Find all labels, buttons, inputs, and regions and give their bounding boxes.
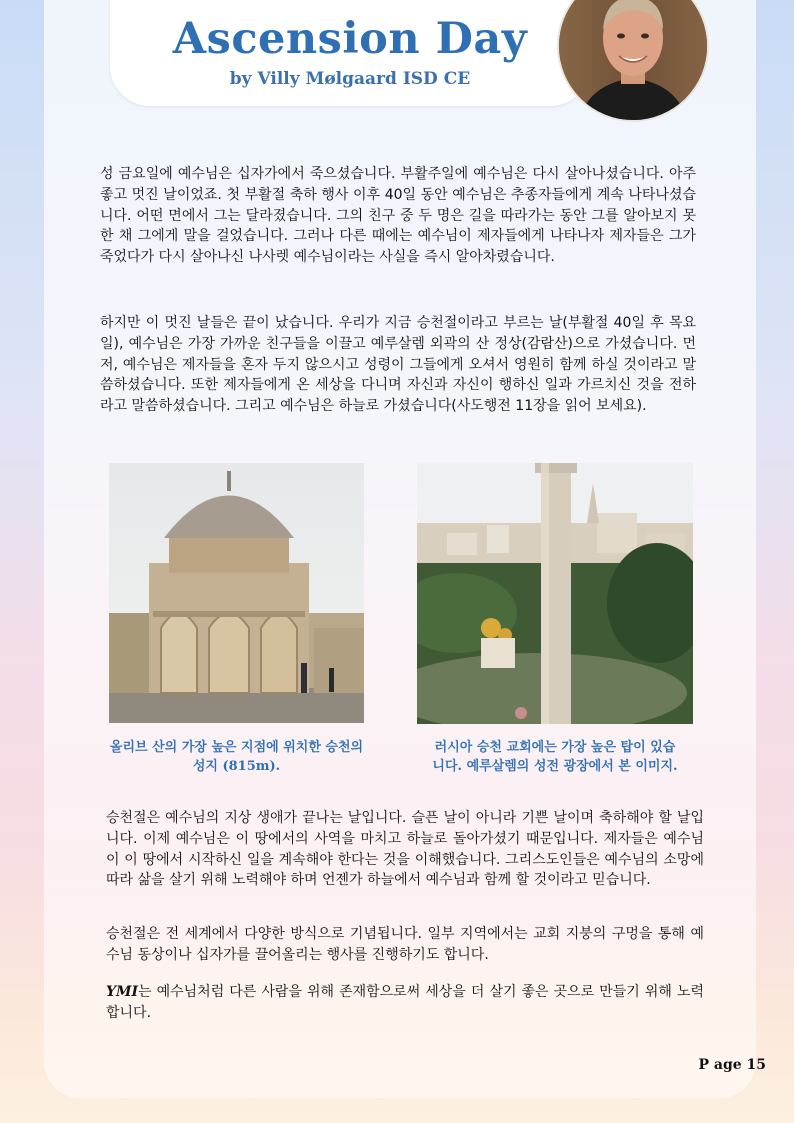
page-number: P age 15	[698, 1057, 766, 1073]
paragraph-5-text: 는 예수님처럼 다른 사람을 위해 존재함으로써 세상을 더 살기 좋은 곳으로 만들기 위해 노력합니다.	[106, 984, 704, 1021]
chapel-drawing	[109, 463, 364, 723]
paragraph-5	[106, 982, 704, 1024]
photo-russian-church-tower	[417, 463, 693, 724]
paragraph-2: 하지만 이 멋진 날들은 끝이 났습니다. 우리가 지금 승천절이라고 부르는 날(부활절 40일 후 목요일), 예수님은 가장 가까운 친구들을 이끌고 예루살렘 외곽의 산 정상(감람산)으로 가셨습니다. 먼저, 예수님은 제자들을 혼자 두지 않으시고 성령이 그들에게 오셔서 영원히 함께 하실 것이라고 말씀하셨습니다. 또한 제자들에게 온 세상을 다니며 자신과 자신이 행하신 일과 가르치신 것을 전하라고 말씀하셨습니다. 그리고 예수님은 하늘로 가셨습니다(사도행전 11장을 읽어 보세요).	[100, 315, 696, 415]
caption-left: 올리브 산의 가장 높은 지점에 위치한 승천의 성지 (815m).	[109, 740, 364, 774]
author-byline: by Villy Mølgaard ISD CE	[229, 69, 471, 89]
paragraph-3: 승천절은 예수님의 지상 생애가 끝나는 날입니다. 슬픈 날이 아니라 기쁜 날이며 축하해야 할 날입니다. 이제 예수님은 이 땅에서의 사역을 마치고 하늘로 돌아가셨기 때문입니다. 제자들은 예수님이 이 땅에서 시작하신 일을 계속해야 한다는 것을 이해했습니다. 그리스도인들은 예수님의 소망에 따라 삶을 살기 위해 노력해야 하며 언젠가 하늘에서 예수님과 함께 할 것이라고 믿습니다.	[106, 810, 704, 889]
page-title: Ascension Day	[172, 14, 528, 64]
photo-chapel-of-ascension	[109, 463, 364, 723]
ymi-brand: YMI	[106, 984, 139, 1000]
tower-drawing	[417, 463, 693, 724]
paragraph-1: 성 금요일에 예수님은 십자가에서 죽으셨습니다. 부활주일에 예수님은 다시 살아나셨습니다. 아주 좋고 멋진 날이었죠. 첫 부활절 축하 행사 이후 40일 동안 예수님은 추종자들에게 계속 나타나셨습니다. 어떤 면에서 그는 달라졌습니다. 그의 친구 중 두 명은 길을 따라가는 동안 그를 알아보지 못한 채 그에게 말을 걸었습니다. 그러나 다른 때에는 예수님이 제자들에게 나타나자 제자들은 그가 죽었다가 다시 살아나신 나사렛 예수님이라는 사실을 즉시 알아차렸습니다.	[100, 166, 696, 266]
paragraph-4: 승천절은 전 세계에서 다양한 방식으로 기념됩니다. 일부 지역에서는 교회 지붕의 구멍을 통해 예수님 동상이나 십자가를 끌어올리는 행사를 진행하기도 합니다.	[106, 926, 704, 963]
caption-right: 러시아 승천 교회에는 가장 높은 탑이 있습니다. 예루살렘의 성전 광장에서 본 이미지.	[432, 740, 678, 774]
